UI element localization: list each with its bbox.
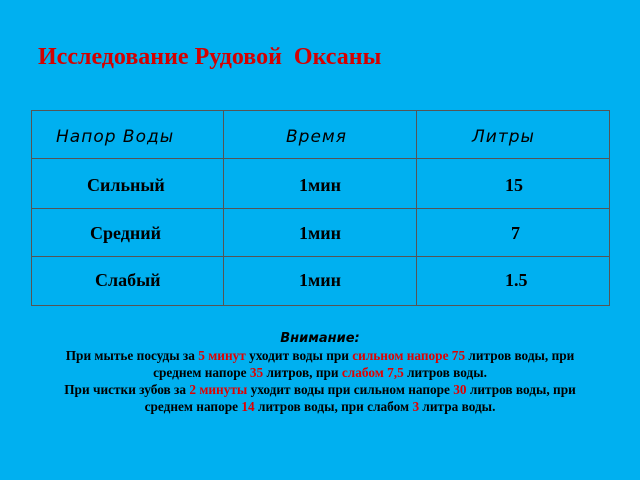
text-segment: литра воды. [419,399,496,414]
table-cell [224,209,417,257]
cell-text: 1мин [299,223,342,243]
text-segment: литров воды. [403,365,487,380]
highlight-text: слабом 7,5 [341,365,404,380]
text-segment: литров воды, при среднем напоре [144,382,576,414]
table-cell [32,159,224,209]
cell-text: 1.5 [505,270,528,290]
highlight-text: 35 [249,365,264,380]
header-cell-time [224,111,417,159]
highlight-text: 5 минут [198,348,246,363]
cell-text: Слабый [95,270,161,290]
text-segment: При чистки зубов за [64,382,190,397]
table-cell [417,209,610,257]
table-cell [224,257,417,306]
table-cell [32,257,224,306]
text-segment: уходит воды при [245,348,353,363]
water-table [31,110,610,306]
text-segment: уходит воды при сильном напоре [247,382,454,397]
header-cell-pressure [32,111,224,159]
highlight-text: 3 [412,399,420,414]
highlight-text: 30 [453,382,467,397]
table-row [32,257,610,306]
table-cell [224,159,417,209]
table-row [32,209,610,257]
page-title: Исследование Рудовой Оксаны [38,44,382,70]
header-label: Литры [472,127,535,147]
notice-heading: Внимание: [280,331,360,346]
table-row [32,159,610,209]
header-cell-liters [417,111,610,159]
text-segment: литров, при [263,365,342,380]
cell-text: 1мин [299,175,342,195]
header-label: Время [286,127,347,147]
cell-text: Средний [90,223,161,243]
text-segment: При мытье посуды за [65,348,199,363]
table-header-row [32,111,610,159]
highlight-text: сильном напоре 75 [352,348,466,363]
cell-text: 15 [505,175,523,195]
cell-text: 7 [511,223,520,243]
table-cell [417,159,610,209]
text-segment: литров воды, при среднем напоре [153,348,575,380]
highlight-text: 2 минуты [189,382,248,397]
notice-paragraph-dishes [58,347,582,381]
notice-text [58,347,582,415]
table-cell [417,257,610,306]
header-label: Напор Воды [56,127,175,147]
text-segment: литров воды, при слабом [254,399,413,414]
table-cell [32,209,224,257]
cell-text: 1мин [299,270,342,290]
highlight-text: 14 [241,399,255,414]
notice-paragraph-teeth [58,381,582,415]
cell-text: Сильный [87,175,165,195]
